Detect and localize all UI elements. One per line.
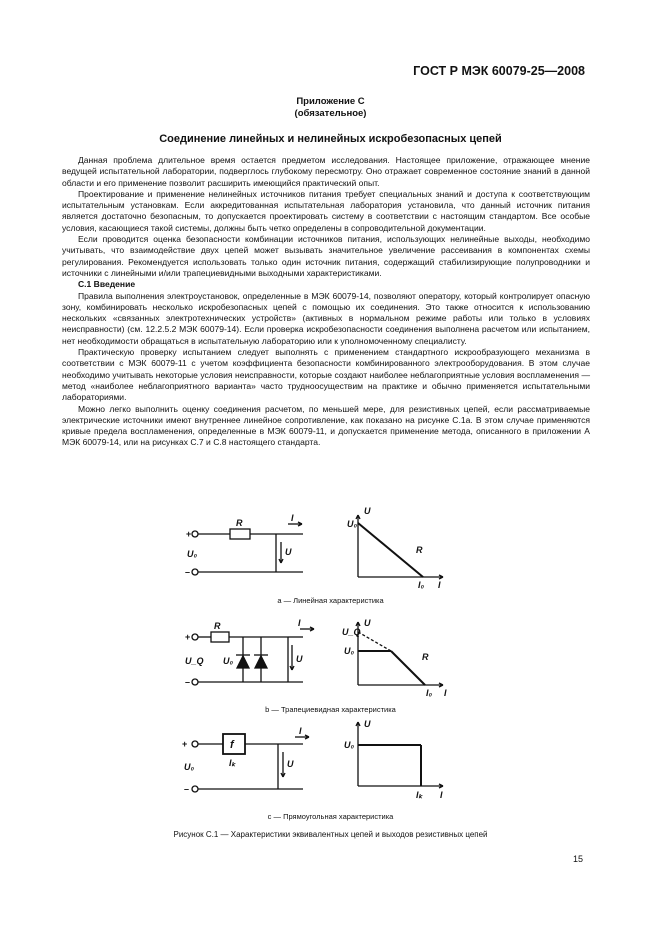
graph-i-label: I [444, 688, 447, 698]
graph-i-label: I [440, 790, 443, 800]
paragraph: Можно легко выполнить оценку соединения расчетом, по меньшей мере, для резистивных цепей, если рассматриваемые электрические источники имеют внутреннее линейное сопротивление, как показано на рисунке С.1а. В этом случае применяются кривые предела воспламенения, определенные в МЭК 60079-11, и допускается применение метода, описанного в приложении А МЭК 60079-14, или на рисунках С.7 и С.8 настоящего стандарта. [62, 403, 590, 448]
annex-label: Приложение С [296, 96, 365, 107]
paragraph: Данная проблема длительное время остается предметом исследования. Настоящее приложение, отражающее мнение ведущей испытательной лаборатории, подверглось глубокому пересмотру. Оно отражает современное состояние знаний в данной области и его применение позволит расширить имеющийся практический опыт. [62, 155, 590, 188]
u-label: U [287, 759, 294, 769]
subsection-heading: С.1 Введение [78, 279, 136, 290]
graph-r-label: R [416, 545, 423, 555]
section-title: Соединение линейных и нелинейных искробезопасных цепей [159, 133, 502, 145]
graph-ik-label: Iₖ [416, 790, 423, 800]
figure-title: Рисунок С.1 — Характеристики эквивалентных цепей и выходов резистивных цепей [173, 830, 488, 839]
resistor-symbol [230, 529, 250, 539]
graph-u-label: U [364, 506, 371, 516]
document-header-standard: ГОСТ Р МЭК 60079-25—2008 [413, 64, 585, 78]
graph-u-label: U [364, 719, 371, 729]
characteristic-line [391, 651, 425, 685]
figure-b-diagram [178, 620, 478, 702]
resistor-label: R [236, 518, 243, 528]
graph-i0-label: I₀ [418, 580, 425, 590]
graph-u-label: U [364, 618, 371, 628]
i-label: I [299, 726, 302, 736]
plus-label: + [185, 632, 191, 642]
plus-label: + [182, 739, 188, 749]
graph-i-label: I [438, 580, 441, 590]
paragraph: Правила выполнения электроустановок, определенные в МЭК 60079-14, позволяют оператору, который контролирует опасную зону, комбинировать несколько искробезопасных цепей с помощью их соединения. Это также относится к использованию нескольких «связанных электротехнических устройств» (активных в нормальном режиме работы или только в условиях неисправности) (см. 12.2.5.2 МЭК 60079-14). Если проверка искробезопасности соединения выполнена расчетом или испытанием, нет необходимости обращаться в испытательную лабораторию или к уполномоченному специалисту. [62, 290, 590, 346]
body-text [62, 155, 590, 449]
u0-label: U₀ [187, 549, 198, 559]
minus-label: – [184, 784, 190, 794]
caption-b: b — Трапециевидная характеристика [265, 705, 396, 714]
u0-label: U₀ [223, 656, 234, 666]
caption-a: a — Линейная характеристика [277, 596, 384, 605]
uq-label: U_Q [185, 656, 204, 666]
current-limiter-box [223, 734, 245, 754]
resistor-label: R [214, 621, 221, 631]
paragraph: Практическую проверку испытанием следует выполнять с применением стандартного искрообразующего механизма в соответствии с МЭК 60079-11 с учетом коэффициента безопасности комбинированного электрооборудования. В этом случае необходимо учитывать некоторые условия неисправности, которые создают наиболее неблагоприятные условия воспламенения — метод «наиболее неблагоприятного варианта» часто трудноосуществим на практике и обычно применяется испытательными лабораториями. [62, 347, 590, 403]
i-label: I [291, 513, 294, 523]
f-label: f [230, 739, 234, 751]
caption-c: c — Прямоугольная характеристика [267, 812, 394, 821]
graph-u0-label: U₀ [344, 646, 355, 656]
graph-r-label: R [422, 652, 429, 662]
i-label: I [298, 618, 301, 628]
graph-i0-label: I₀ [426, 688, 433, 698]
paragraph: Проектирование и применение нелинейных источников питания требует специальных знаний и доступа к соответствующим испытательным установкам. Если аккредитованная испытательная лаборатория установила, что данный источник питания является достаточно безопасным, то допускается проектировать систему в соответствии с настоящим стандартом. Все особые условия, касающиеся такой системы, должны быть четко определены в сопроводительной документации. [62, 188, 590, 233]
zener-diode-symbol [237, 656, 249, 668]
graph-u0-label: U₀ [347, 519, 358, 529]
annex-status: (обязательное) [294, 108, 367, 119]
page-number: 15 [572, 854, 583, 864]
resistor-symbol [211, 632, 229, 642]
u0-label: U₀ [184, 762, 195, 772]
figure-c-diagram [178, 719, 478, 810]
paragraph: Если проводится оценка безопасности комбинации источников питания, использующих нелинейные выходы, необходимо учитывать, что взаимодействие двух цепей может вызывать значительное увеличение рассеивания в компонентах схемы регулирования. Рекомендуется использовать только один источник питания, содержащий стабилизирующие полупроводники и источники с линейными и/или трапециевидными выходными характеристиками. [62, 234, 590, 278]
zener-diode-symbol [255, 656, 267, 668]
minus-label: – [185, 677, 191, 687]
plus-label: + [186, 529, 192, 539]
characteristic-line [358, 523, 423, 577]
graph-uq-label: U_Q [342, 627, 361, 637]
u-label: U [296, 654, 303, 664]
figure-a-diagram [178, 506, 478, 595]
minus-label: – [185, 567, 191, 577]
graph-u0-label: U₀ [344, 740, 355, 750]
u-label: U [285, 547, 292, 557]
ik-label: Iₖ [229, 758, 236, 768]
